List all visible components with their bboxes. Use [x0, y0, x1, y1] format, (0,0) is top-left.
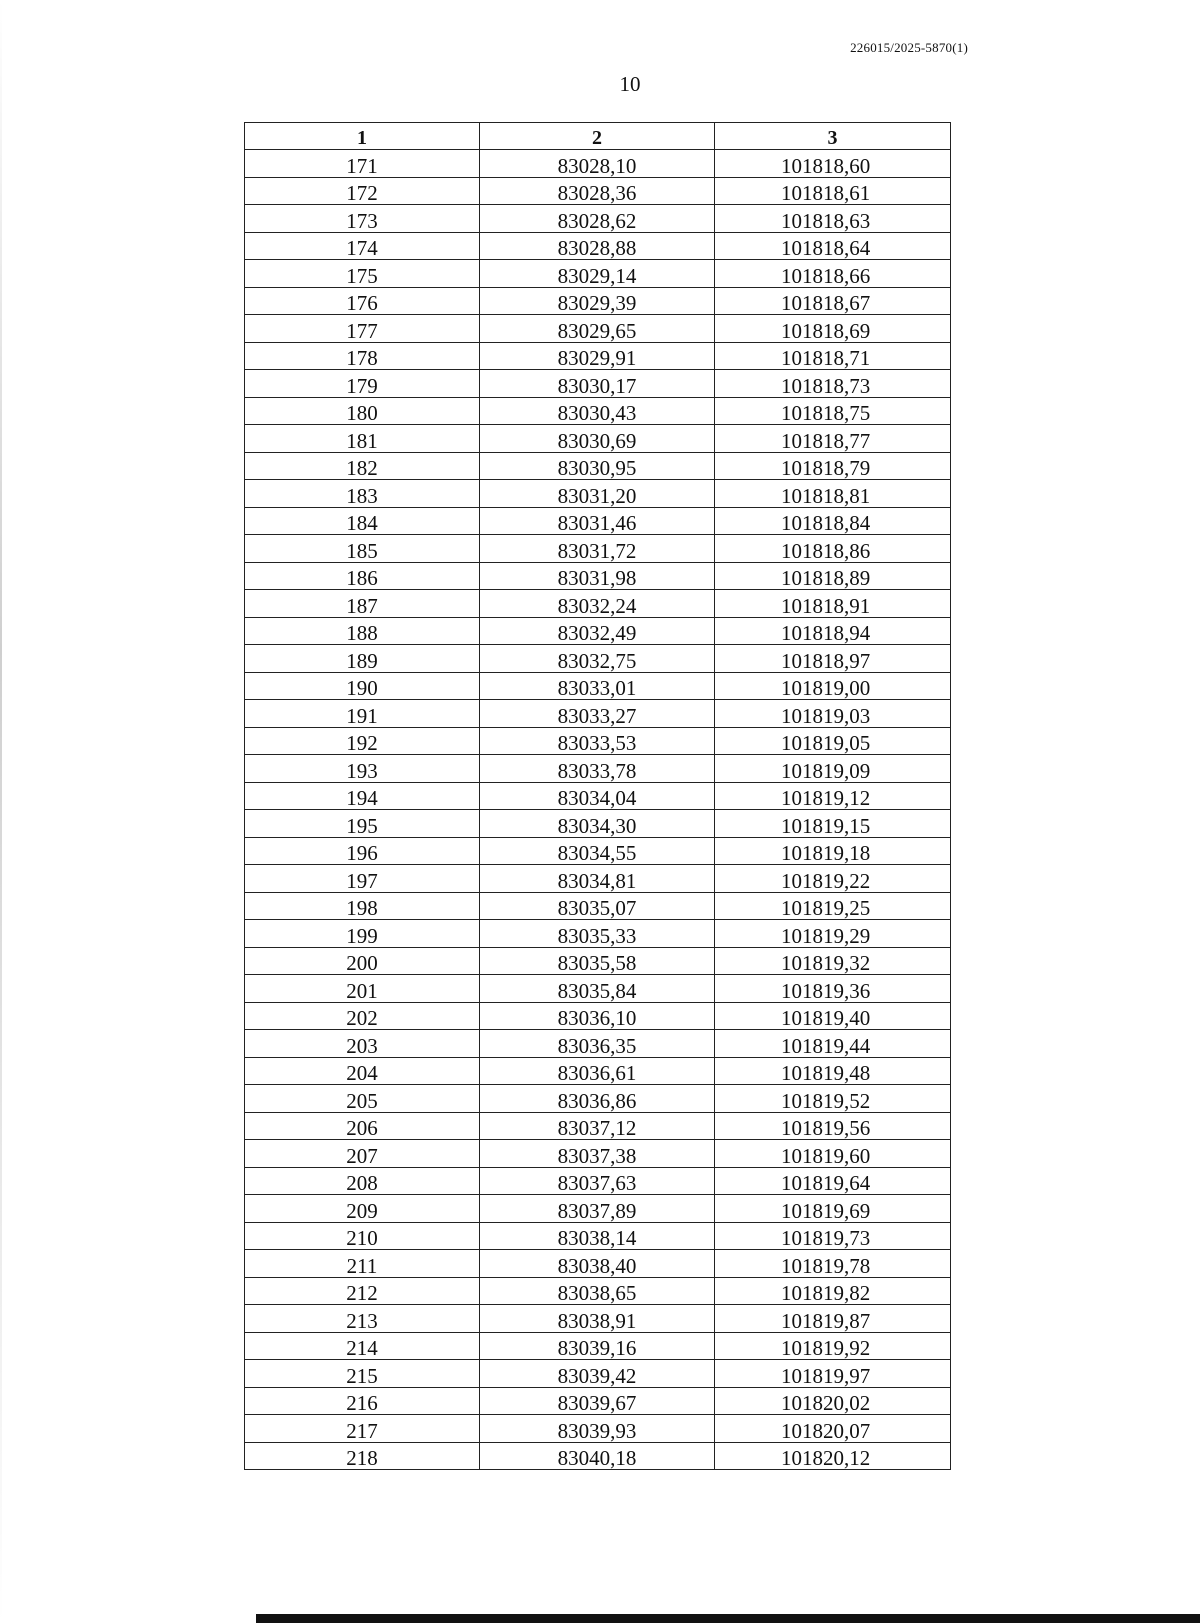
- y-coordinate-cell: 101818,75: [715, 397, 951, 425]
- point-number-cell: 204: [245, 1057, 480, 1085]
- point-number-cell: 177: [245, 315, 480, 343]
- y-coordinate-cell: 101819,22: [715, 865, 951, 893]
- table-row: [245, 700, 951, 728]
- point-number-cell: 181: [245, 425, 480, 453]
- y-coordinate-cell: 101819,92: [715, 1332, 951, 1360]
- x-coordinate-cell: 83033,78: [480, 755, 715, 783]
- y-coordinate-cell: 101818,66: [715, 260, 951, 288]
- y-coordinate-cell: 101819,40: [715, 1002, 951, 1030]
- point-number-cell: 209: [245, 1195, 480, 1223]
- x-coordinate-cell: 83034,55: [480, 837, 715, 865]
- y-coordinate-cell: 101819,03: [715, 700, 951, 728]
- point-number-cell: 194: [245, 782, 480, 810]
- table-row: [245, 755, 951, 783]
- x-coordinate-cell: 83039,67: [480, 1387, 715, 1415]
- table-row: [245, 1057, 951, 1085]
- y-coordinate-cell: 101819,69: [715, 1195, 951, 1223]
- y-coordinate-cell: 101818,94: [715, 617, 951, 645]
- table-body: [245, 150, 951, 1470]
- y-coordinate-cell: 101818,69: [715, 315, 951, 343]
- table-row: [245, 1250, 951, 1278]
- table-row: [245, 507, 951, 535]
- point-number-cell: 213: [245, 1305, 480, 1333]
- x-coordinate-cell: 83038,14: [480, 1222, 715, 1250]
- table-row: [245, 1195, 951, 1223]
- x-coordinate-cell: 83031,72: [480, 535, 715, 563]
- point-number-cell: 198: [245, 892, 480, 920]
- table-row: [245, 865, 951, 893]
- table-row: [245, 315, 951, 343]
- y-coordinate-cell: 101819,64: [715, 1167, 951, 1195]
- y-coordinate-cell: 101819,29: [715, 920, 951, 948]
- x-coordinate-cell: 83037,63: [480, 1167, 715, 1195]
- table-row: [245, 150, 951, 178]
- y-coordinate-cell: 101819,97: [715, 1360, 951, 1388]
- point-number-cell: 210: [245, 1222, 480, 1250]
- table-row: [245, 1332, 951, 1360]
- point-number-cell: 176: [245, 287, 480, 315]
- x-coordinate-cell: 83028,10: [480, 150, 715, 178]
- x-coordinate-cell: 83035,33: [480, 920, 715, 948]
- x-coordinate-cell: 83028,88: [480, 232, 715, 260]
- x-coordinate-cell: 83031,46: [480, 507, 715, 535]
- column-header-1: 1: [245, 123, 480, 150]
- y-coordinate-cell: 101819,36: [715, 975, 951, 1003]
- y-coordinate-cell: 101819,09: [715, 755, 951, 783]
- y-coordinate-cell: 101819,00: [715, 672, 951, 700]
- y-coordinate-cell: 101819,12: [715, 782, 951, 810]
- point-number-cell: 193: [245, 755, 480, 783]
- table-row: [245, 810, 951, 838]
- y-coordinate-cell: 101818,79: [715, 452, 951, 480]
- point-number-cell: 208: [245, 1167, 480, 1195]
- x-coordinate-cell: 83033,53: [480, 727, 715, 755]
- y-coordinate-cell: 101818,60: [715, 150, 951, 178]
- table-row: [245, 947, 951, 975]
- y-coordinate-cell: 101818,81: [715, 480, 951, 508]
- document-reference: 226015/2025-5870(1): [850, 40, 968, 55]
- table-row: [245, 1222, 951, 1250]
- table-row: [245, 1030, 951, 1058]
- point-number-cell: 175: [245, 260, 480, 288]
- column-header-3: 3: [715, 123, 951, 150]
- x-coordinate-cell: 83038,65: [480, 1277, 715, 1305]
- point-number-cell: 196: [245, 837, 480, 865]
- table-row: [245, 1140, 951, 1168]
- table-row: [245, 177, 951, 205]
- y-coordinate-cell: 101818,86: [715, 535, 951, 563]
- x-coordinate-cell: 83037,38: [480, 1140, 715, 1168]
- table-row: [245, 837, 951, 865]
- coordinates-table: [244, 122, 951, 1470]
- table-row: [245, 535, 951, 563]
- y-coordinate-cell: 101819,60: [715, 1140, 951, 1168]
- point-number-cell: 203: [245, 1030, 480, 1058]
- point-number-cell: 190: [245, 672, 480, 700]
- point-number-cell: 188: [245, 617, 480, 645]
- x-coordinate-cell: 83035,07: [480, 892, 715, 920]
- point-number-cell: 200: [245, 947, 480, 975]
- x-coordinate-cell: 83039,16: [480, 1332, 715, 1360]
- table-row: [245, 645, 951, 673]
- point-number-cell: 202: [245, 1002, 480, 1030]
- point-number-cell: 173: [245, 205, 480, 233]
- y-coordinate-cell: 101819,73: [715, 1222, 951, 1250]
- point-number-cell: 189: [245, 645, 480, 673]
- table-row: [245, 1167, 951, 1195]
- x-coordinate-cell: 83036,61: [480, 1057, 715, 1085]
- y-coordinate-cell: 101820,07: [715, 1415, 951, 1443]
- point-number-cell: 192: [245, 727, 480, 755]
- y-coordinate-cell: 101818,84: [715, 507, 951, 535]
- table-row: [245, 892, 951, 920]
- x-coordinate-cell: 83031,20: [480, 480, 715, 508]
- table-row: [245, 205, 951, 233]
- y-coordinate-cell: 101819,52: [715, 1085, 951, 1113]
- page-number: 10: [619, 72, 641, 96]
- y-coordinate-cell: 101819,56: [715, 1112, 951, 1140]
- point-number-cell: 199: [245, 920, 480, 948]
- point-number-cell: 195: [245, 810, 480, 838]
- y-coordinate-cell: 101818,89: [715, 562, 951, 590]
- x-coordinate-cell: 83038,40: [480, 1250, 715, 1278]
- y-coordinate-cell: 101819,82: [715, 1277, 951, 1305]
- x-coordinate-cell: 83039,93: [480, 1415, 715, 1443]
- point-number-cell: 180: [245, 397, 480, 425]
- y-coordinate-cell: 101818,63: [715, 205, 951, 233]
- y-coordinate-cell: 101820,12: [715, 1442, 951, 1470]
- x-coordinate-cell: 83029,65: [480, 315, 715, 343]
- y-coordinate-cell: 101819,78: [715, 1250, 951, 1278]
- y-coordinate-cell: 101818,71: [715, 342, 951, 370]
- point-number-cell: 178: [245, 342, 480, 370]
- point-number-cell: 214: [245, 1332, 480, 1360]
- x-coordinate-cell: 83034,81: [480, 865, 715, 893]
- x-coordinate-cell: 83032,24: [480, 590, 715, 618]
- table-row: [245, 342, 951, 370]
- x-coordinate-cell: 83029,39: [480, 287, 715, 315]
- x-coordinate-cell: 83036,10: [480, 1002, 715, 1030]
- table-row: [245, 370, 951, 398]
- y-coordinate-cell: 101818,73: [715, 370, 951, 398]
- x-coordinate-cell: 83035,58: [480, 947, 715, 975]
- y-coordinate-cell: 101818,61: [715, 177, 951, 205]
- y-coordinate-cell: 101819,25: [715, 892, 951, 920]
- point-number-cell: 191: [245, 700, 480, 728]
- table-row: [245, 397, 951, 425]
- point-number-cell: 212: [245, 1277, 480, 1305]
- point-number-cell: 218: [245, 1442, 480, 1470]
- y-coordinate-cell: 101818,67: [715, 287, 951, 315]
- point-number-cell: 185: [245, 535, 480, 563]
- x-coordinate-cell: 83029,14: [480, 260, 715, 288]
- y-coordinate-cell: 101819,32: [715, 947, 951, 975]
- table-row: [245, 727, 951, 755]
- point-number-cell: 186: [245, 562, 480, 590]
- x-coordinate-cell: 83037,12: [480, 1112, 715, 1140]
- point-number-cell: 207: [245, 1140, 480, 1168]
- table-row: [245, 1387, 951, 1415]
- point-number-cell: 187: [245, 590, 480, 618]
- point-number-cell: 217: [245, 1415, 480, 1443]
- table-row: [245, 1112, 951, 1140]
- x-coordinate-cell: 83032,75: [480, 645, 715, 673]
- point-number-cell: 216: [245, 1387, 480, 1415]
- y-coordinate-cell: 101819,05: [715, 727, 951, 755]
- table-row: [245, 975, 951, 1003]
- table-row: [245, 232, 951, 260]
- table-row: [245, 425, 951, 453]
- point-number-cell: 215: [245, 1360, 480, 1388]
- y-coordinate-cell: 101819,18: [715, 837, 951, 865]
- table-row: [245, 260, 951, 288]
- table-row: [245, 920, 951, 948]
- table-row: [245, 1002, 951, 1030]
- point-number-cell: 183: [245, 480, 480, 508]
- x-coordinate-cell: 83035,84: [480, 975, 715, 1003]
- y-coordinate-cell: 101819,44: [715, 1030, 951, 1058]
- x-coordinate-cell: 83030,69: [480, 425, 715, 453]
- x-coordinate-cell: 83039,42: [480, 1360, 715, 1388]
- point-number-cell: 182: [245, 452, 480, 480]
- x-coordinate-cell: 83033,01: [480, 672, 715, 700]
- point-number-cell: 206: [245, 1112, 480, 1140]
- x-coordinate-cell: 83038,91: [480, 1305, 715, 1333]
- y-coordinate-cell: 101818,91: [715, 590, 951, 618]
- point-number-cell: 184: [245, 507, 480, 535]
- point-number-cell: 205: [245, 1085, 480, 1113]
- table-row: [245, 590, 951, 618]
- y-coordinate-cell: 101819,48: [715, 1057, 951, 1085]
- column-header-2: 2: [480, 123, 715, 150]
- point-number-cell: 197: [245, 865, 480, 893]
- x-coordinate-cell: 83032,49: [480, 617, 715, 645]
- x-coordinate-cell: 83034,30: [480, 810, 715, 838]
- x-coordinate-cell: 83036,86: [480, 1085, 715, 1113]
- y-coordinate-cell: 101818,77: [715, 425, 951, 453]
- x-coordinate-cell: 83030,17: [480, 370, 715, 398]
- point-number-cell: 211: [245, 1250, 480, 1278]
- table-row: [245, 1442, 951, 1470]
- x-coordinate-cell: 83031,98: [480, 562, 715, 590]
- x-coordinate-cell: 83028,62: [480, 205, 715, 233]
- table-row: [245, 1085, 951, 1113]
- x-coordinate-cell: 83033,27: [480, 700, 715, 728]
- x-coordinate-cell: 83030,95: [480, 452, 715, 480]
- table-row: [245, 480, 951, 508]
- x-coordinate-cell: 83029,91: [480, 342, 715, 370]
- x-coordinate-cell: 83036,35: [480, 1030, 715, 1058]
- point-number-cell: 171: [245, 150, 480, 178]
- table-row: [245, 452, 951, 480]
- point-number-cell: 172: [245, 177, 480, 205]
- point-number-cell: 201: [245, 975, 480, 1003]
- table-row: [245, 287, 951, 315]
- scan-bottom-edge: [256, 1614, 1200, 1623]
- table-row: [245, 1360, 951, 1388]
- y-coordinate-cell: 101818,97: [715, 645, 951, 673]
- table-row: [245, 1277, 951, 1305]
- y-coordinate-cell: 101819,15: [715, 810, 951, 838]
- x-coordinate-cell: 83034,04: [480, 782, 715, 810]
- table-row: [245, 782, 951, 810]
- y-coordinate-cell: 101820,02: [715, 1387, 951, 1415]
- x-coordinate-cell: 83028,36: [480, 177, 715, 205]
- table-header-row: [245, 123, 951, 150]
- table-row: [245, 1415, 951, 1443]
- table-row: [245, 1305, 951, 1333]
- y-coordinate-cell: 101818,64: [715, 232, 951, 260]
- table-row: [245, 672, 951, 700]
- x-coordinate-cell: 83037,89: [480, 1195, 715, 1223]
- x-coordinate-cell: 83030,43: [480, 397, 715, 425]
- table-row: [245, 617, 951, 645]
- scan-edge: [0, 0, 2, 1623]
- point-number-cell: 174: [245, 232, 480, 260]
- y-coordinate-cell: 101819,87: [715, 1305, 951, 1333]
- table-row: [245, 562, 951, 590]
- x-coordinate-cell: 83040,18: [480, 1442, 715, 1470]
- point-number-cell: 179: [245, 370, 480, 398]
